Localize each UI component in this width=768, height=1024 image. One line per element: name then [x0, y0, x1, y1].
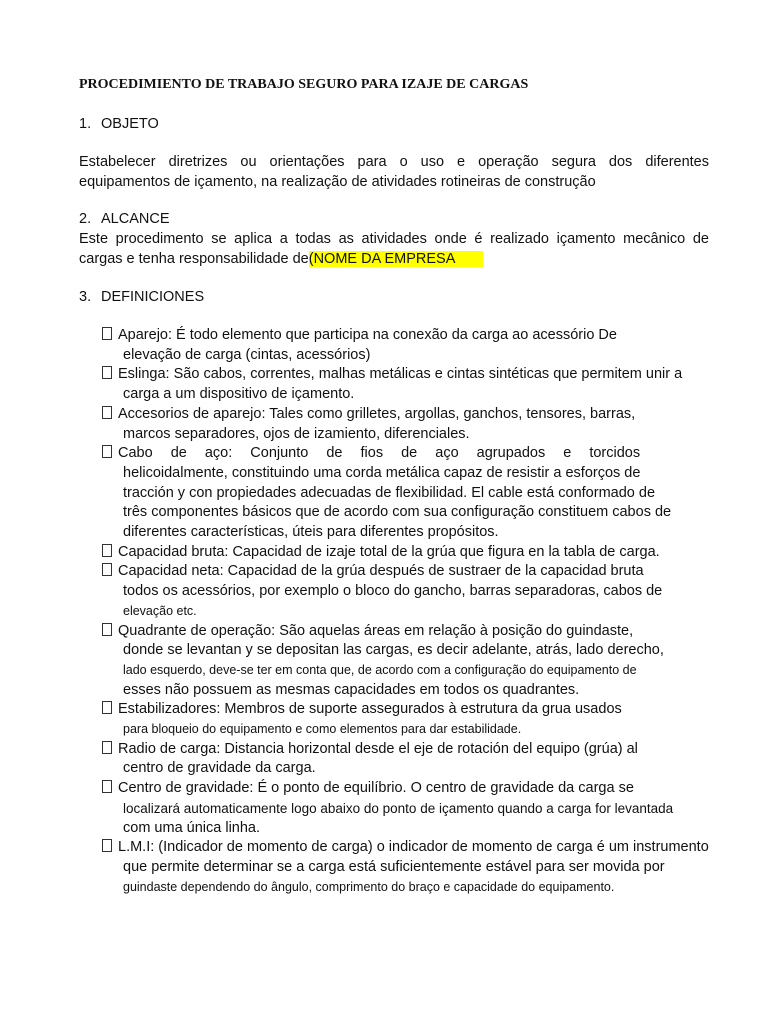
- section-number: 1.: [79, 116, 92, 132]
- definition-line: helicoidalmente, constituindo uma corda metálica capaz de resistir a esforços de: [123, 464, 641, 481]
- paragraph-line: Este procedimento se aplica a todas as atividades onde é realizado içamento mecânico de: [79, 231, 709, 247]
- definition-line: Aparejo: É todo elemento que participa na conexão da carga ao acessório De: [118, 327, 617, 343]
- definition-line: três componentes básicos que de acordo com sua configuração constituem cabos de: [123, 504, 672, 521]
- definition-line: L.M.I: (Indicador de momento de carga) o indicador de momento de carga é um instrumento: [118, 839, 709, 856]
- definition-item: [102, 838, 742, 897]
- definition-line: carga a um dispositivo de içamento.: [123, 386, 355, 403]
- bullet-box-icon: [102, 623, 112, 636]
- section-number: 2.: [79, 211, 92, 227]
- alcance-paragraph: [79, 230, 709, 269]
- definition-line: Estabilizadores: Membros de suporte assegurados à estrutura da grua usados: [118, 701, 622, 718]
- section-title: DEFINICIONES: [101, 289, 205, 305]
- bullet-box-icon: [102, 563, 112, 576]
- definition-item: [102, 562, 742, 621]
- definition-line: elevação de carga (cintas, acessórios): [123, 346, 371, 363]
- section-title: OBJETO: [101, 116, 159, 132]
- definition-line: para bloqueio do equipamento e como elementos para dar estabilidade.: [123, 722, 522, 737]
- definition-item: [102, 543, 742, 563]
- definition-line: Centro de gravidade: É o ponto de equilíbrio. O centro de gravidade da carga se: [118, 780, 634, 797]
- definition-line: diferentes características, úteis para diferentes propósitos.: [123, 524, 499, 541]
- definition-line: todos os acessórios, por exemplo o bloco do gancho, barras separadoras, cabos de: [123, 583, 663, 600]
- paragraph-line: Estabelecer diretrizes ou orientações para o uso e operação segura dos diferentes: [79, 154, 709, 170]
- definition-line: marcos separadores, ojos de izamiento, diferenciales.: [123, 425, 470, 442]
- definition-item: [102, 444, 742, 543]
- bullet-box-icon: [102, 406, 112, 419]
- definition-line: Capacidad neta: Capacidad de la grúa después de sustraer de la capacidad bruta: [118, 563, 644, 580]
- definition-line: tracción y con propiedades adecuadas de flexibilidad. El cable está conformado de: [123, 484, 656, 501]
- section-heading-objeto: [79, 116, 159, 132]
- section-heading-alcance: [79, 211, 170, 227]
- definitions-list: [102, 326, 742, 897]
- definition-line: Accesorios de aparejo: Tales como grilletes, argollas, ganchos, tensores, barras,: [118, 405, 636, 422]
- definition-line: Cabo de aço: Conjunto de fios de aço agrupados e torcidos: [118, 445, 641, 462]
- definition-line: donde se levantan y se depositan las cargas, es decir adelante, atrás, lado derecho,: [123, 642, 664, 659]
- definition-line: centro de gravidade da carga.: [123, 760, 316, 777]
- definition-line: que permite determinar se a carga está suficientemente estável para ser movida por: [123, 858, 665, 875]
- objeto-paragraph: [79, 153, 709, 192]
- document-title: PROCEDIMIENTO DE TRABAJO SEGURO PARA IZAJE DE CARGAS: [79, 77, 529, 92]
- definition-line: esses não possuem as mesmas capacidades em todos os quadrantes.: [123, 681, 580, 698]
- definition-item: [102, 700, 742, 739]
- definition-line: guindaste dependendo do ângulo, comprimento do braço e capacidade do equipamento.: [123, 879, 615, 894]
- definition-item: [102, 740, 742, 779]
- bullet-box-icon: [102, 544, 112, 557]
- definition-item: [102, 405, 742, 444]
- definition-line: Quadrante de operação: São aquelas áreas em relação à posição do guindaste,: [118, 622, 634, 639]
- bullet-box-icon: [102, 327, 112, 340]
- definition-item: [102, 365, 742, 404]
- definition-item: [102, 779, 742, 838]
- paragraph-line: [79, 250, 709, 270]
- section-heading-definiciones: [79, 289, 204, 305]
- bullet-box-icon: [102, 366, 112, 379]
- definition-item: [102, 326, 742, 365]
- definition-line: lado esquerdo, deve-se ter em conta que, de acordo com a configuração do equipamento de: [123, 662, 637, 677]
- section-number: 3.: [79, 289, 92, 305]
- company-name-placeholder: (NOME DA EMPRESA: [309, 251, 484, 267]
- section-title: ALCANCE: [101, 211, 170, 227]
- bullet-box-icon: [102, 780, 112, 793]
- bullet-box-icon: [102, 839, 112, 852]
- definition-item: [102, 622, 742, 701]
- definition-line: Eslinga: São cabos, correntes, malhas metálicas e cintas sintéticas que permitem unir a: [118, 366, 683, 383]
- definition-line: localizará automaticamente logo abaixo do ponto de içamento quando a carga for levantada: [123, 800, 674, 816]
- bullet-box-icon: [102, 701, 112, 714]
- bullet-box-icon: [102, 445, 112, 458]
- definition-line: com uma única linha.: [123, 819, 261, 836]
- bullet-box-icon: [102, 741, 112, 754]
- definition-line: Capacidad bruta: Capacidad de izaje total de la grúa que figura en la tabla de carga.: [118, 543, 660, 560]
- definition-line: elevação etc.: [123, 603, 197, 618]
- definition-line: Radio de carga: Distancia horizontal desde el eje de rotación del equipo (grúa) al: [118, 740, 638, 757]
- paragraph-line: equipamentos de içamento, na realização de atividades rotineiras de construção: [79, 173, 596, 190]
- paragraph-text: cargas e tenha responsabilidade de: [79, 250, 309, 267]
